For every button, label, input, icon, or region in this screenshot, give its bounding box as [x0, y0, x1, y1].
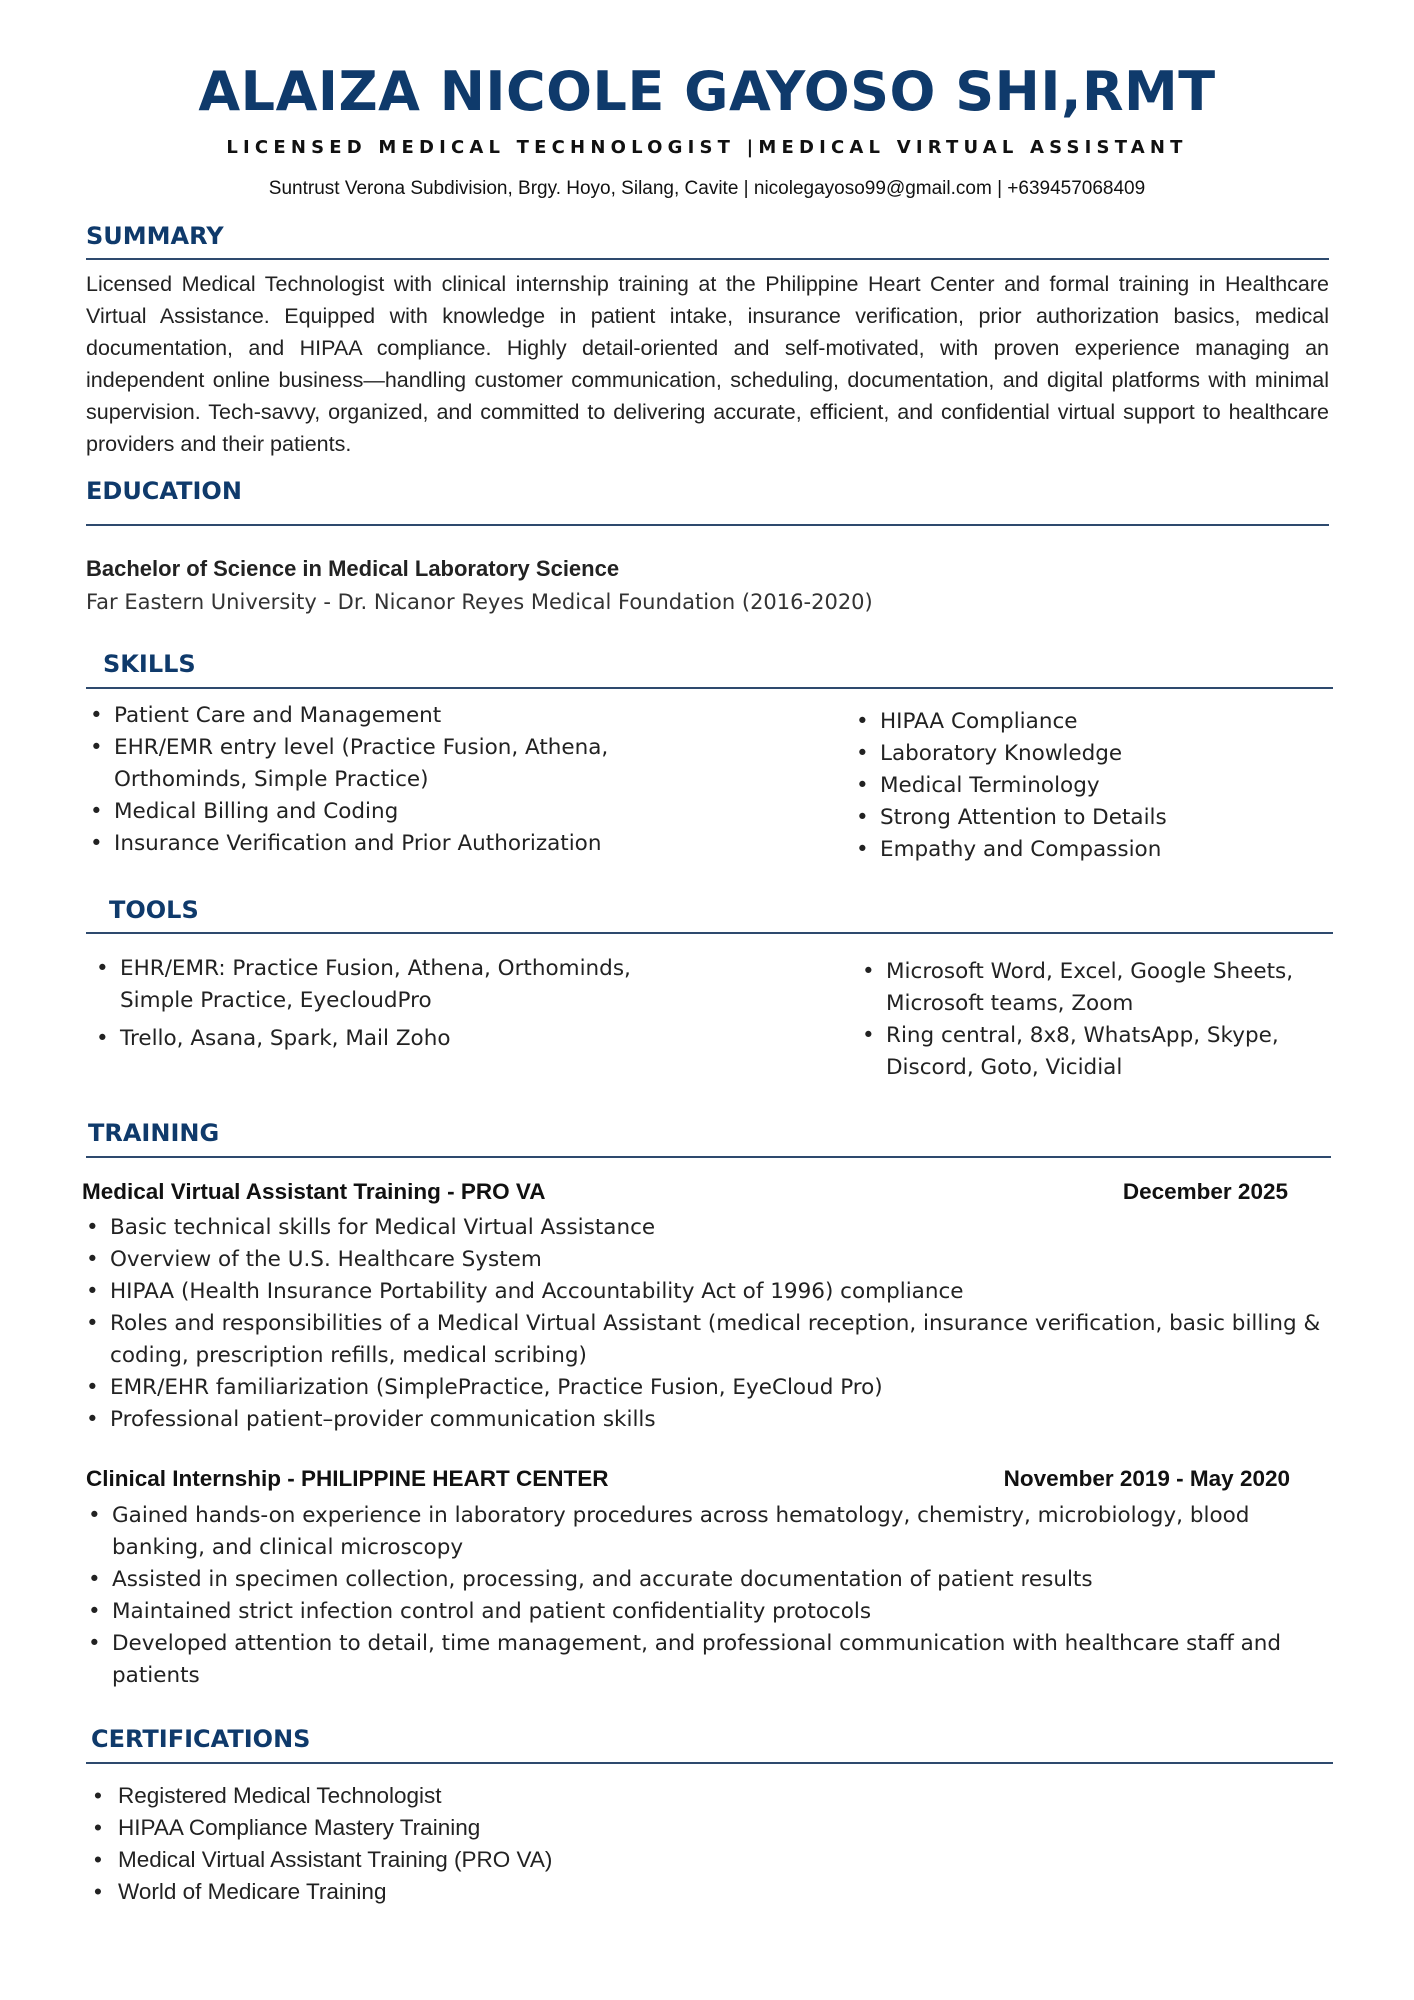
list-item: • World of Medicare Training	[90, 1876, 790, 1908]
list-item: • HIPAA Compliance Mastery Training	[90, 1812, 790, 1844]
skills-list-right	[852, 706, 1322, 866]
list-item: • Empathy and Compassion	[852, 834, 1322, 866]
list-item: • Roles and responsibilities of a Medical Virtual Assistant (medical reception, insurance verification, basic billing & coding, prescription refills, medical scribing)	[82, 1308, 1322, 1372]
certifications-divider	[86, 1762, 1333, 1764]
list-item: • Patient Care and Management	[86, 700, 646, 732]
list-item: • Professional patient–provider communication skills	[82, 1404, 1322, 1436]
education-school: Far Eastern University - Dr. Nicanor Reyes Medical Foundation (2016-2020)	[86, 590, 873, 614]
training-title: Medical Virtual Assistant Training - PRO VA	[82, 1179, 546, 1204]
list-item: • Overview of the U.S. Healthcare System	[82, 1244, 1322, 1276]
internship-title: Clinical Internship - PHILIPPINE HEART CENTER	[86, 1466, 609, 1491]
list-item: • Medical Virtual Assistant Training (PRO VA)	[90, 1844, 790, 1876]
list-item: • Laboratory Knowledge	[852, 738, 1322, 770]
candidate-name: ALAIZA NICOLE GAYOSO SHI,RMT	[198, 60, 1216, 123]
list-item: • Basic technical skills for Medical Virtual Assistance	[82, 1212, 1322, 1244]
list-item: • Medical Terminology	[852, 770, 1322, 802]
education-heading: EDUCATION	[86, 477, 242, 505]
contact-info: Suntrust Verona Subdivision, Brgy. Hoyo, Silang, Cavite | nicolegayoso99@gmail.com | +639457068409	[268, 178, 1146, 199]
list-item: • EHR/EMR entry level (Practice Fusion, Athena, Orthominds, Simple Practice)	[86, 732, 646, 796]
training-divider	[86, 1156, 1331, 1158]
list-item: • HIPAA (Health Insurance Portability and Accountability Act of 1996) compliance	[82, 1276, 1322, 1308]
certifications-heading: CERTIFICATIONS	[91, 1725, 311, 1753]
list-item: • HIPAA Compliance	[852, 706, 1322, 738]
training-date: December 2025	[1122, 1179, 1288, 1204]
skills-divider	[86, 687, 1333, 689]
list-item: • Medical Billing and Coding	[86, 796, 646, 828]
list-item: • Registered Medical Technologist	[90, 1780, 790, 1812]
education-divider	[86, 524, 1329, 526]
certifications-list	[90, 1780, 790, 1908]
summary-text: Licensed Medical Technologist with clinical internship training at the Philippine Heart Center and formal training in Healthcare Virtual Assistance. Equipped with knowledge in patient intake, insurance verification, prior authorization basics, medical documentation, and HIPAA compliance. Highly detail-oriented and self-motivated, with proven experience managing an independent online business—handling customer communication, scheduling, documentation, and digital platforms with minimal supervision. Tech-savvy, organized, and committed to delivering accurate, efficient, and confidential virtual support to healthcare providers and their patients.	[86, 272, 1329, 456]
tools-list-right	[858, 956, 1328, 1084]
list-item: • EHR/EMR: Practice Fusion, Athena, Orthominds, Simple Practice, EyecloudPro	[92, 953, 682, 1017]
list-item: • Assisted in specimen collection, processing, and accurate documentation of patient results	[84, 1564, 1334, 1596]
list-item: • EMR/EHR familiarization (SimplePractice, Practice Fusion, EyeCloud Pro)	[82, 1372, 1322, 1404]
tools-list-left	[92, 953, 682, 1055]
list-item: • Gained hands-on experience in laboratory procedures across hematology, chemistry, microbiology, blood banking, and clinical microscopy	[84, 1500, 1334, 1564]
list-item: • Trello, Asana, Spark, Mail Zoho	[92, 1023, 682, 1055]
list-item: • Strong Attention to Details	[852, 802, 1322, 834]
summary-divider	[86, 258, 1329, 260]
professional-title: LICENSED MEDICAL TECHNOLOGIST |MEDICAL VIRTUAL ASSISTANT	[226, 137, 1188, 158]
list-item: • Microsoft Word, Excel, Google Sheets, Microsoft teams, Zoom	[858, 956, 1328, 1020]
summary-heading: SUMMARY	[86, 222, 224, 250]
internship-date: November 2019 - May 2020	[1003, 1466, 1290, 1491]
training-heading: TRAINING	[88, 1119, 220, 1147]
training-bullets	[82, 1212, 1322, 1436]
list-item: • Insurance Verification and Prior Authorization	[86, 828, 646, 860]
skills-heading: SKILLS	[103, 650, 196, 678]
list-item: • Maintained strict infection control and patient confidentiality protocols	[84, 1596, 1334, 1628]
tools-heading: TOOLS	[109, 896, 199, 924]
education-degree: Bachelor of Science in Medical Laboratory Science	[86, 556, 620, 581]
list-item: • Ring central, 8x8, WhatsApp, Skype, Discord, Goto, Vicidial	[858, 1020, 1328, 1084]
tools-divider	[86, 932, 1333, 934]
internship-bullets	[84, 1500, 1334, 1692]
skills-list-left	[86, 700, 646, 860]
list-item: • Developed attention to detail, time management, and professional communication with healthcare staff and patients	[84, 1628, 1334, 1692]
